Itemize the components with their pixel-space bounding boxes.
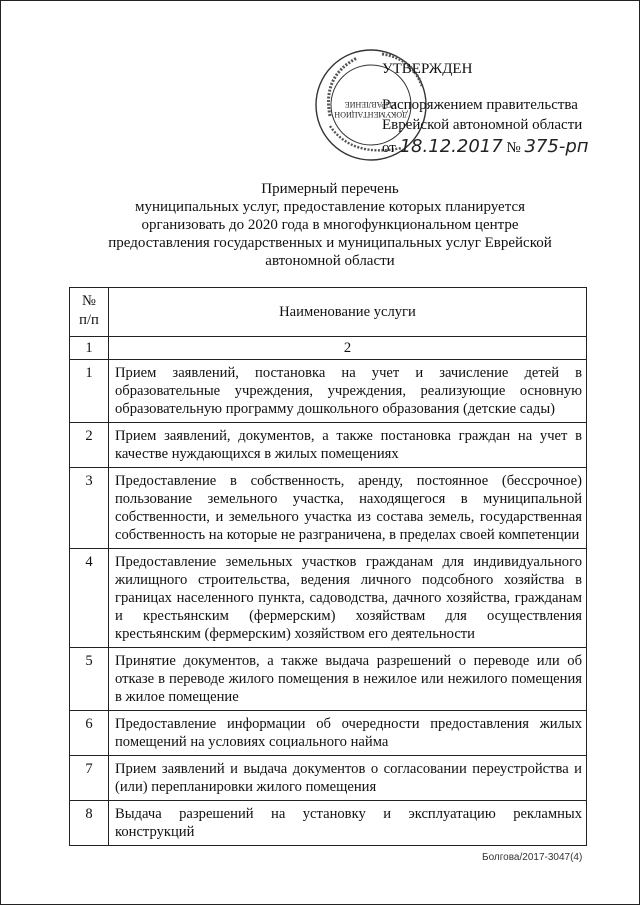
- row-service-name: Предоставление в собственность, аренду, постоянное (бессрочное) пользование земельного участка, находящегося в муниципальной собственности, и земельного участка из состава земель, государственная собственность на которые не разграничена, в пределах своей компетенции: [109, 468, 587, 549]
- row-number: 1: [70, 360, 109, 423]
- handwritten-number: 375-рп: [524, 136, 589, 157]
- index-cell-1: 1: [70, 337, 109, 360]
- table-row: [70, 801, 587, 846]
- table-row: [70, 648, 587, 711]
- header-number-cell: [70, 288, 109, 337]
- handwritten-date: 18.12.2017: [399, 136, 503, 157]
- services-table: [69, 287, 587, 846]
- row-service-name: Предоставление информации об очередности предоставления жилых помещений на условиях социального найма: [109, 711, 587, 756]
- footer-code: Болгова/2017-3047(4): [482, 852, 583, 863]
- row-number: 2: [70, 423, 109, 468]
- row-number: 5: [70, 648, 109, 711]
- table-row: [70, 756, 587, 801]
- title-line-4: предоставления государственных и муниципальных услуг Еврейской: [108, 235, 552, 251]
- row-number: 8: [70, 801, 109, 846]
- title-line-5: автономной области: [265, 253, 395, 269]
- row-number: 4: [70, 549, 109, 648]
- table-header-row: [70, 288, 587, 337]
- document-title: [60, 180, 600, 270]
- row-service-name: Прием заявлений, постановка на учет и зачисление детей в образовательные учреждения, учреждения, реализующие основную образовательную программу дошкольного образования (детские сады): [109, 360, 587, 423]
- table-row: [70, 360, 587, 423]
- approval-label: УТВЕРЖДЕН: [382, 61, 473, 77]
- table-row: [70, 468, 587, 549]
- stamp-inner-line2: ДОКУМЕНТАЦИОН: [334, 110, 408, 119]
- table-body: [70, 360, 587, 846]
- approval-line-2: Еврейской автономной области: [382, 117, 583, 133]
- row-service-name: Прием заявлений и выдача документов о согласовании переустройства и (или) перепланировки жилого помещения: [109, 756, 587, 801]
- row-service-name: Выдача разрешений на установку и эксплуатацию рекламных конструкций: [109, 801, 587, 846]
- approval-date-line: [382, 136, 589, 159]
- row-service-name: Предоставление земельных участков гражданам для индивидуального жилищного строительства, ведения личного подсобного хозяйства в границах населенного пункта, садоводства, дачного хозяйства, гражданам и крестьянским (фермерским) хозяйствам для осуществления крестьянским (фермерским) хозяйством его деятельности: [109, 549, 587, 648]
- stamp-inner-line1: УПРАВЛЕНИЕ: [344, 100, 398, 109]
- title-line-2: муниципальных услуг, предоставление которых планируется: [134, 199, 526, 215]
- table-row: [70, 423, 587, 468]
- table-row: [70, 549, 587, 648]
- approval-line-1: Распоряжением правительства: [382, 97, 578, 113]
- header-number-sub: п/п: [79, 312, 99, 328]
- title-line-3: организовать до 2020 года в многофункциональном центре: [141, 217, 519, 233]
- header-number-label: №: [82, 293, 96, 309]
- index-cell-2: 2: [109, 337, 587, 360]
- table-index-row: [70, 337, 587, 360]
- number-prefix: №: [506, 140, 521, 156]
- row-number: 3: [70, 468, 109, 549]
- row-number: 7: [70, 756, 109, 801]
- header-service-name: Наименование услуги: [109, 288, 587, 337]
- table-row: [70, 711, 587, 756]
- title-line-1: Примерный перечень: [261, 181, 399, 197]
- row-service-name: Прием заявлений, документов, а также постановка граждан на учет в качестве нуждающихся в жилых помещениях: [109, 423, 587, 468]
- row-service-name: Принятие документов, а также выдача разрешений о переводе или об отказе в переводе жилого помещения в нежилое или нежилого помещения в жилое помещение: [109, 648, 587, 711]
- row-number: 6: [70, 711, 109, 756]
- date-prefix: от: [382, 140, 396, 156]
